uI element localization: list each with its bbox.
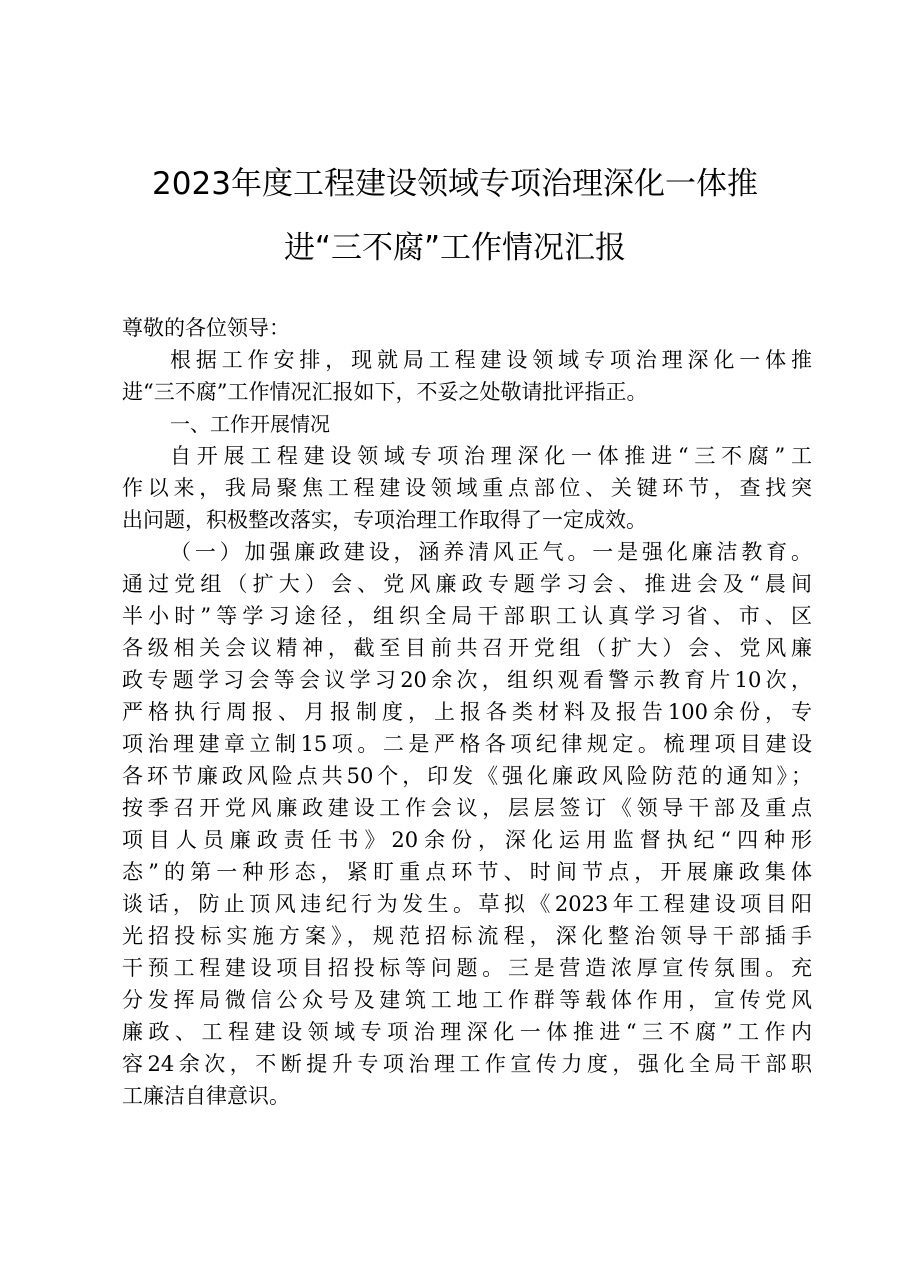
- paragraph-line: 通过党组（扩大）会、党风廉政专题学习会、推进会及“晨间: [122, 572, 812, 596]
- paragraph-line: 项治理建章立制15项。二是严格各项纪律规定。梳理项目建设: [122, 732, 812, 756]
- paragraph-line: 政专题学习会等会议学习20余次，组织观看警示教育片10次，: [122, 668, 812, 692]
- intro-line: 进“三不腐”工作情况汇报如下，不妥之处敬请批评指正。: [122, 380, 648, 404]
- paragraph-line: 态”的第一种形态，紧盯重点环节、时间节点，开展廉政集体: [122, 860, 812, 884]
- paragraph-line: （一）加强廉政建设，涵养清风正气。一是强化廉洁教育。: [170, 540, 812, 564]
- paragraph-line: 项目人员廉政责任书》20余份，深化运用监督执纪“四种形: [122, 828, 812, 852]
- paragraph-line: 半小时”等学习途径，组织全局干部职工认真学习省、市、区: [122, 604, 812, 628]
- paragraph-line: 谈话，防止顶风违纪行为发生。草拟《2023年工程建设项目阳: [122, 892, 812, 916]
- paragraph-line: 各级相关会议精神，截至目前共召开党组（扩大）会、党风廉: [122, 636, 812, 660]
- document-body: [122, 312, 812, 1112]
- paragraph-line: 作以来，我局聚焦工程建设领域重点部位、关键环节，查找突: [122, 476, 812, 500]
- paragraph-line: 光招投标实施方案》，规范招标流程，深化整治领导干部插手: [122, 924, 812, 948]
- document-title-line-2: 进“三不腐”工作情况汇报: [283, 230, 627, 266]
- paragraph-line: 按季召开党风廉政建设工作会议，层层签订《领导干部及重点: [122, 796, 812, 820]
- paragraph-line: 分发挥局微信公众号及建筑工地工作群等载体作用，宣传党风: [122, 988, 812, 1012]
- paragraph-line: 各环节廉政风险点共50个，印发《强化廉政风险防范的通知》；: [122, 764, 812, 788]
- paragraph-line: 出问题，积极整改落实，专项治理工作取得了一定成效。: [122, 508, 647, 532]
- intro-line: 根据工作安排，现就局工程建设领域专项治理深化一体推: [170, 348, 812, 372]
- document-title-line-1: 2023年度工程建设领域专项治理深化一体推: [152, 166, 758, 202]
- paragraph-line: 严格执行周报、月报制度，上报各类材料及报告100余份，专: [122, 700, 812, 724]
- paragraph-line: 自开展工程建设领域专项治理深化一体推进“三不腐”工: [170, 444, 812, 468]
- paragraph-line: 工廉洁自律意识。: [122, 1084, 290, 1108]
- paragraph-line: 容24余次，不断提升专项治理工作宣传力度，强化全局干部职: [122, 1052, 812, 1076]
- paragraph-line: 干预工程建设项目招投标等问题。三是营造浓厚宣传氛围。充: [122, 956, 812, 980]
- paragraph-line: 廉政、工程建设领域专项治理深化一体推进“三不腐”工作内: [122, 1020, 812, 1044]
- salutation: 尊敬的各位领导：: [122, 316, 290, 340]
- section-heading: 一、工作开展情况: [170, 412, 330, 436]
